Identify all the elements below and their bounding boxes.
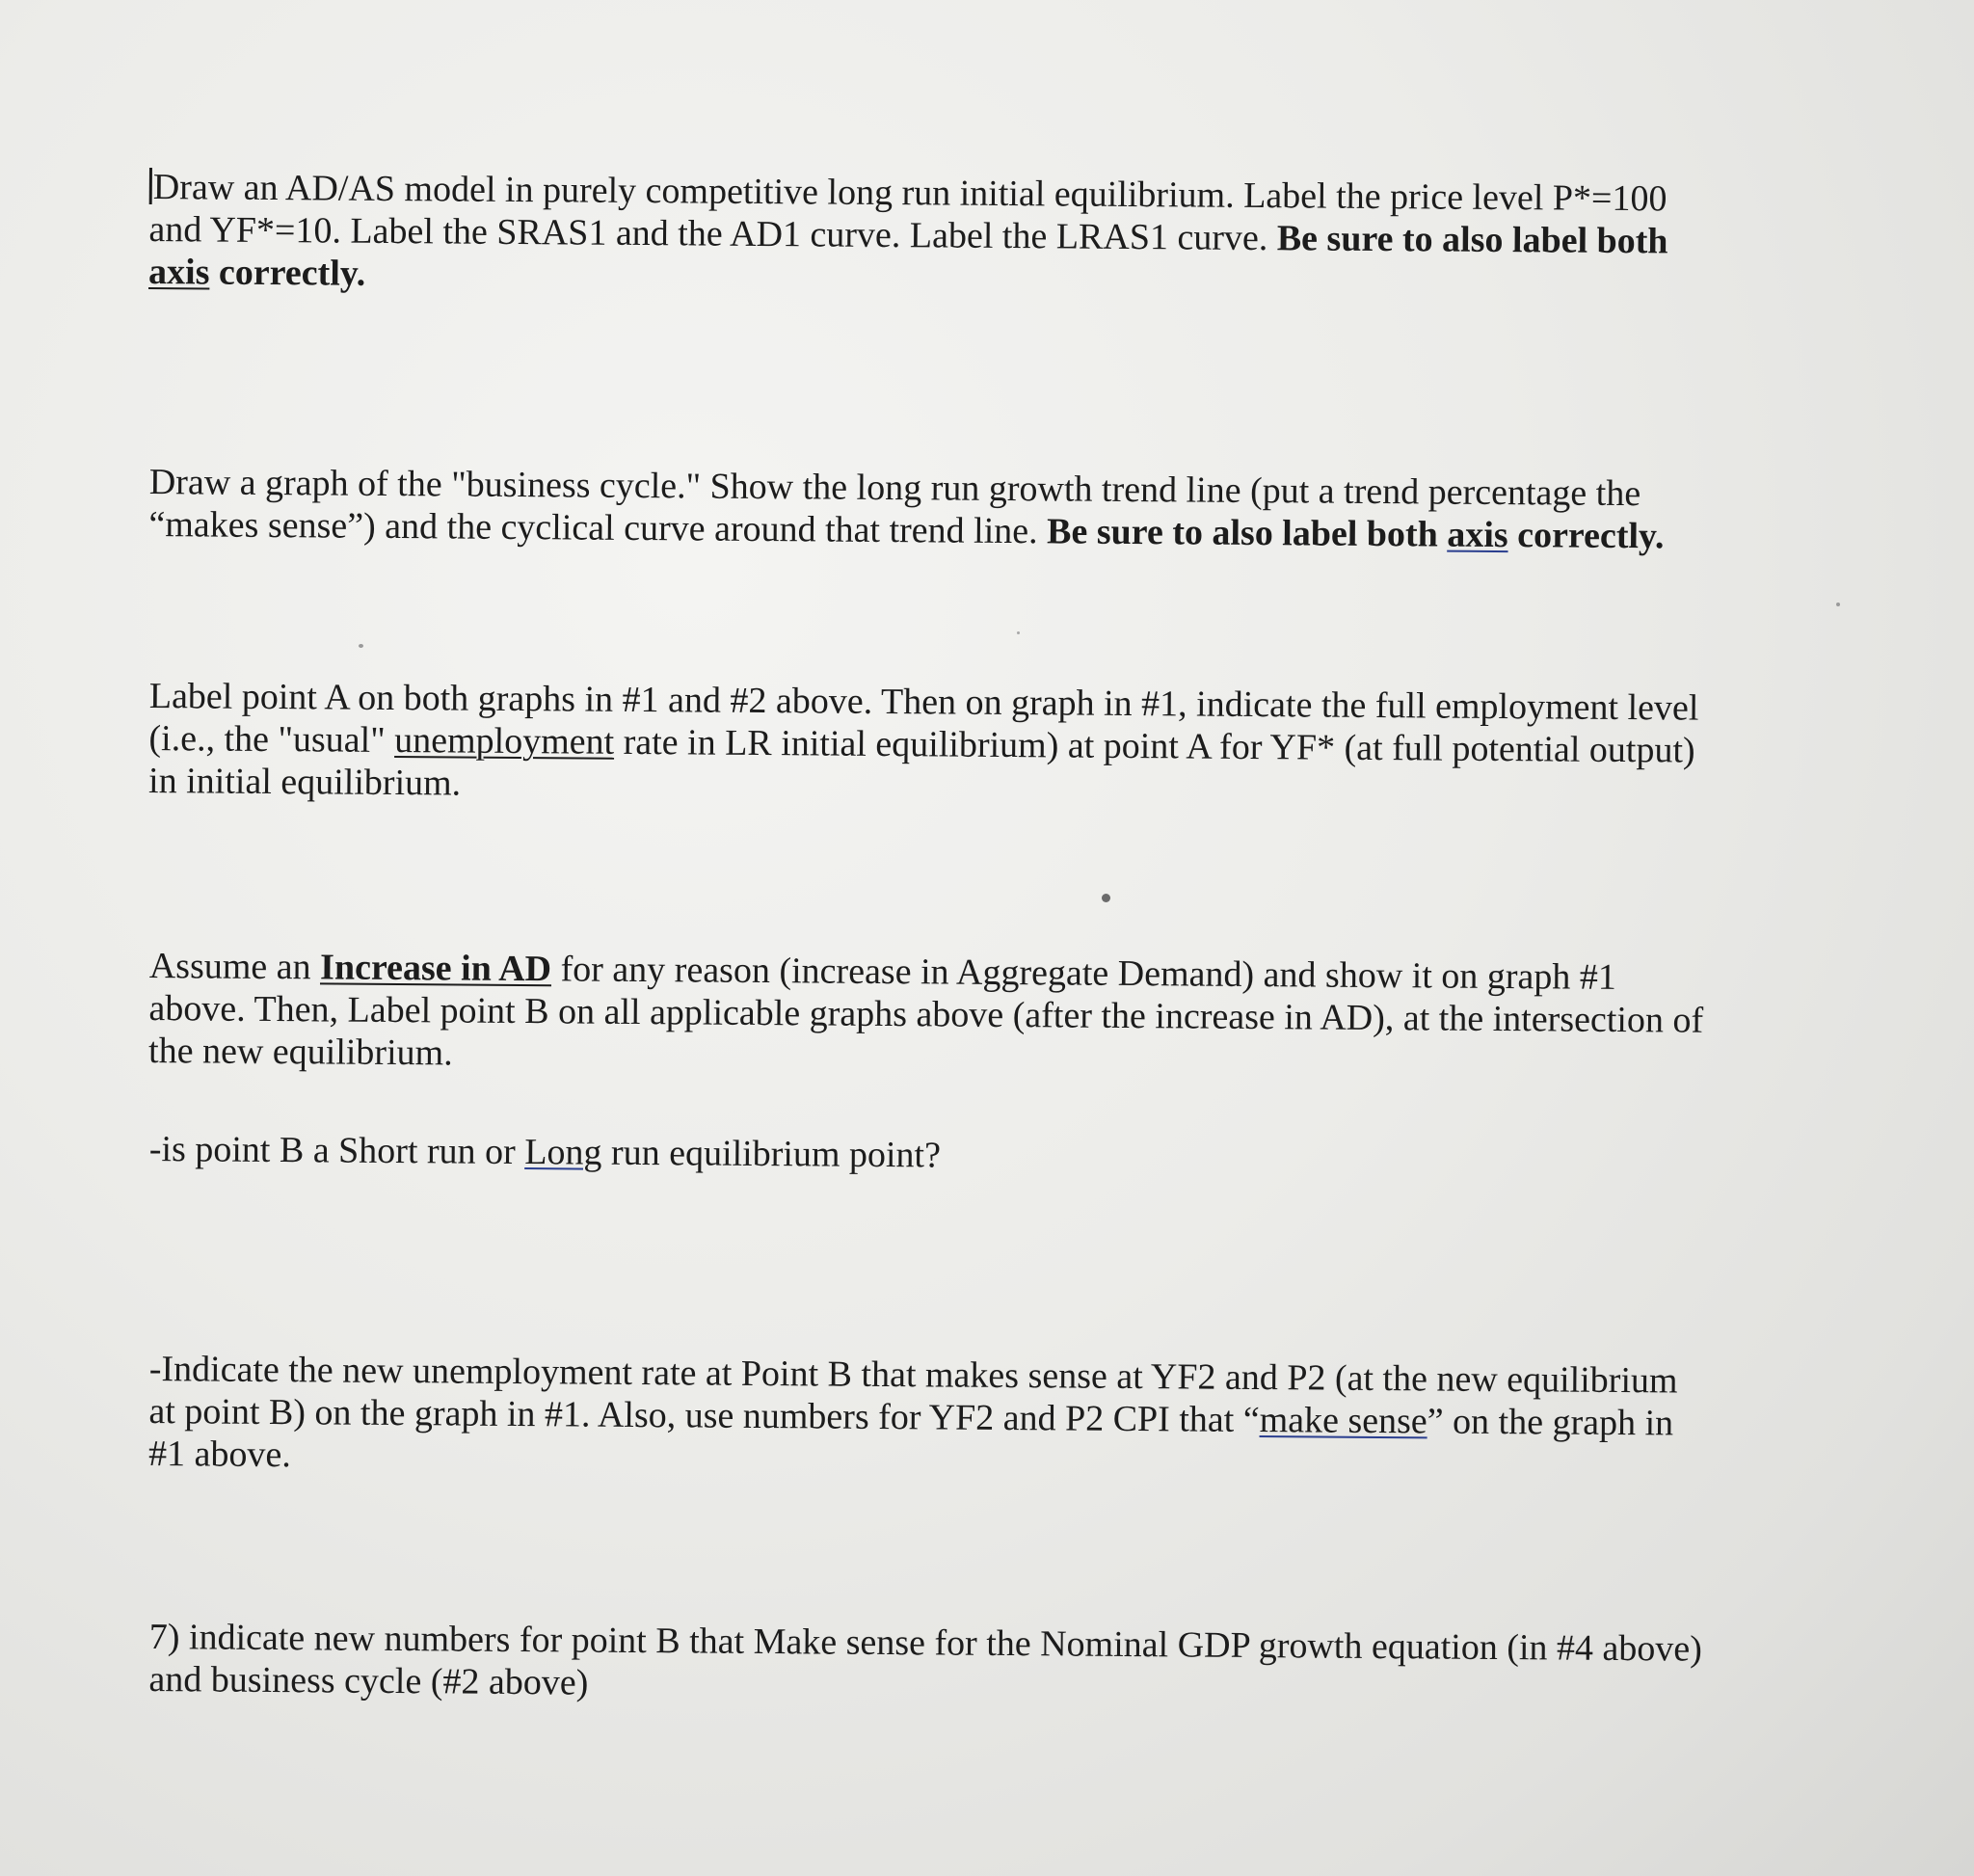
question-5-text-b: run equilibrium point? — [610, 1132, 942, 1176]
question-2-bold-correctly: correctly. — [1517, 515, 1665, 557]
question-5-long-link[interactable]: Long — [524, 1132, 602, 1173]
question-3-line-3: in initial equilibrium. — [147, 760, 462, 804]
question-3-unemployment-underlined: unemployment — [394, 719, 615, 763]
question-7-line-2: and business cycle (#2 above) — [148, 1658, 589, 1703]
question-3-text-2b: rate in LR initial equilibrium) at point A for YF* (at full potential output) — [623, 721, 1695, 771]
question-1-text-2: and YF*=10. Label the SRAS1 and the AD1 curve. Label the LRAS1 curve. — [148, 208, 1268, 259]
question-2 — [148, 461, 1827, 559]
question-6-make-sense-link[interactable]: make sense — [1259, 1400, 1427, 1442]
question-2-bold-instruction: Be sure to also label both — [1046, 511, 1438, 555]
question-1 — [148, 166, 1827, 307]
question-1-text-1: Draw an AD/AS model in purely competitive long run initial equilibrium. Label the price level P*=100 — [152, 167, 1667, 220]
question-1-bold-correctly: correctly. — [218, 252, 366, 294]
question-3-line-1: Label point A on both graphs in #1 and #2 above. Then on graph in #1, indicate the full employment level — [148, 675, 1699, 729]
question-6-text-2b: ” on the graph in — [1427, 1401, 1674, 1444]
screen-speck — [1836, 603, 1840, 606]
question-1-bold-instruction: Be sure to also label both — [1276, 218, 1668, 262]
question-4-text-1b: for any reason (increase in Aggregate Demand) and show it on graph #1 — [560, 949, 1617, 998]
question-4-line-3: the new equilibrium. — [147, 1030, 453, 1074]
question-6-text-2a: at point B) on the graph in #1. Also, use numbers for YF2 and P2 CPI that “ — [148, 1390, 1260, 1441]
question-7 — [148, 1616, 1827, 1714]
question-6-line-1: -Indicate the new unemployment rate at Point B that makes sense at YF2 and P2 (at the new equilibrium — [148, 1349, 1678, 1402]
question-4-increase-in-ad: Increase in AD — [319, 947, 552, 990]
question-6-line-3: #1 above. — [147, 1433, 292, 1476]
screen-speck — [359, 644, 363, 648]
question-2-axis-link[interactable]: axis — [1447, 514, 1508, 556]
question-7-line-1: 7) indicate new numbers for point B that Make sense for the Nominal GDP growth equation (in #4 above) — [148, 1617, 1703, 1670]
question-2-line-1: Draw a graph of the "business cycle." Show the long run growth trend line (put a trend percentage the — [148, 461, 1641, 515]
question-4-line-2: above. Then, Label point B on all applicable graphs above (after the increase in AD), at the intersection of — [148, 987, 1704, 1041]
question-3 — [148, 675, 1827, 816]
question-4-text-1a: Assume an — [148, 945, 311, 988]
text-cursor — [149, 168, 152, 204]
question-3-text-2a: (i.e., the "usual" — [148, 717, 386, 761]
question-5-line-1 — [149, 1128, 1827, 1184]
question-1-axis-underlined: axis — [147, 251, 210, 293]
question-5 — [149, 1128, 1827, 1184]
question-6 — [148, 1348, 1827, 1488]
question-4 — [148, 945, 1827, 1085]
question-5-text-a: -is point B a Short run or — [148, 1129, 516, 1172]
screen-speck — [1102, 894, 1110, 902]
screen-speck — [1017, 631, 1020, 634]
question-2-text-2: “makes sense”) and the cyclical curve around that trend line. — [148, 503, 1038, 552]
